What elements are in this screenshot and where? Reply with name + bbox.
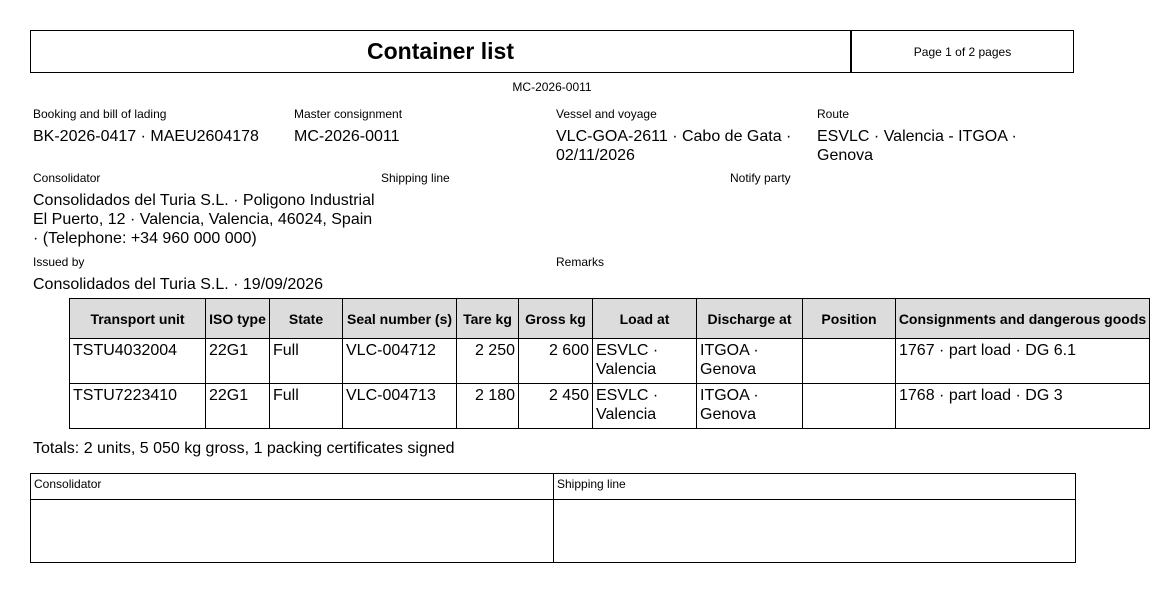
column-header-state: State [270,299,343,339]
position-cell [803,384,896,429]
consignments-cell: 1767 · part load · DG 6.1 [896,339,1150,384]
gross-kg-cell: 2 450 [519,384,593,429]
booking-label: Booking and bill of lading [33,107,167,121]
column-header-consignments: Consignments and dangerous goods [896,299,1150,339]
column-header-transport-unit: Transport unit [70,299,206,339]
discharge-at-cell: ITGOA · Genova [697,384,803,429]
table-header-row [70,299,1150,339]
vessel-label: Vessel and voyage [556,107,657,121]
signature-section [30,473,1076,563]
route-label: Route [817,107,850,121]
position-cell [803,339,896,384]
column-header-iso-type: ISO type [206,299,270,339]
column-header-seal-number: Seal number (s) [343,299,457,339]
load-at-cell: ESVLC · Valencia [593,384,697,429]
load-at-cell: ESVLC · Valencia [593,339,697,384]
document-title: Container list [31,31,852,72]
consolidator-value: Consolidados del Turia S.L. · Poligono Industrial El Puerto, 12 · Valencia, Valencia, 46024, Spain · (Telephone: +34 960 000 000) [33,192,375,247]
header-box [30,30,1074,73]
state-cell: Full [270,339,343,384]
totals-summary: Totals: 2 units, 5 050 kg gross, 1 packing certificates signed [33,440,455,457]
gross-kg-cell: 2 600 [519,339,593,384]
state-cell: Full [270,384,343,429]
column-header-tare-kg: Tare kg [457,299,519,339]
shipping-line-label: Shipping line [381,171,450,185]
route-value: ESVLC · Valencia - ITGOA · Genova [817,128,1017,164]
iso-type-cell: 22G1 [206,384,270,429]
discharge-at-cell: ITGOA · Genova [697,339,803,384]
issued-by-value: Consolidados del Turia S.L. · 19/09/2026 [33,276,323,293]
shipping-line-signature-area[interactable] [554,500,1075,562]
table-row [70,384,1150,429]
seal-number-cell: VLC-004712 [343,339,457,384]
column-header-position: Position [803,299,896,339]
remarks-label: Remarks [556,255,605,269]
table-row [70,339,1150,384]
consolidator-label: Consolidator [33,171,101,185]
iso-type-cell: 22G1 [206,339,270,384]
column-header-load-at: Load at [593,299,697,339]
transport-unit-cell: TSTU4032004 [70,339,206,384]
consignments-cell: 1768 · part load · DG 3 [896,384,1150,429]
consolidator-signature-area[interactable] [31,500,552,562]
container-table-wrapper [69,298,1147,432]
notify-party-label: Notify party [730,171,791,185]
tare-kg-cell: 2 180 [457,384,519,429]
vessel-value: VLC-GOA-2611 · Cabo de Gata · 02/11/2026 [556,128,792,164]
issued-by-label: Issued by [33,255,85,269]
page-indicator: Page 1 of 2 pages [913,44,1012,59]
consolidator-signature-label: Consolidator [34,477,102,491]
master-consignment-label: Master consignment [294,107,403,121]
transport-unit-cell: TSTU7223410 [70,384,206,429]
master-consignment-value: MC-2026-0011 [294,128,400,145]
column-header-discharge-at: Discharge at [697,299,803,339]
booking-value: BK-2026-0417 · MAEU2604178 [33,128,259,145]
seal-number-cell: VLC-004713 [343,384,457,429]
tare-kg-cell: 2 250 [457,339,519,384]
column-header-gross-kg: Gross kg [519,299,593,339]
document-number: MC-2026-0011 [512,80,592,94]
container-table [69,298,1150,429]
shipping-line-signature-label: Shipping line [557,477,626,491]
